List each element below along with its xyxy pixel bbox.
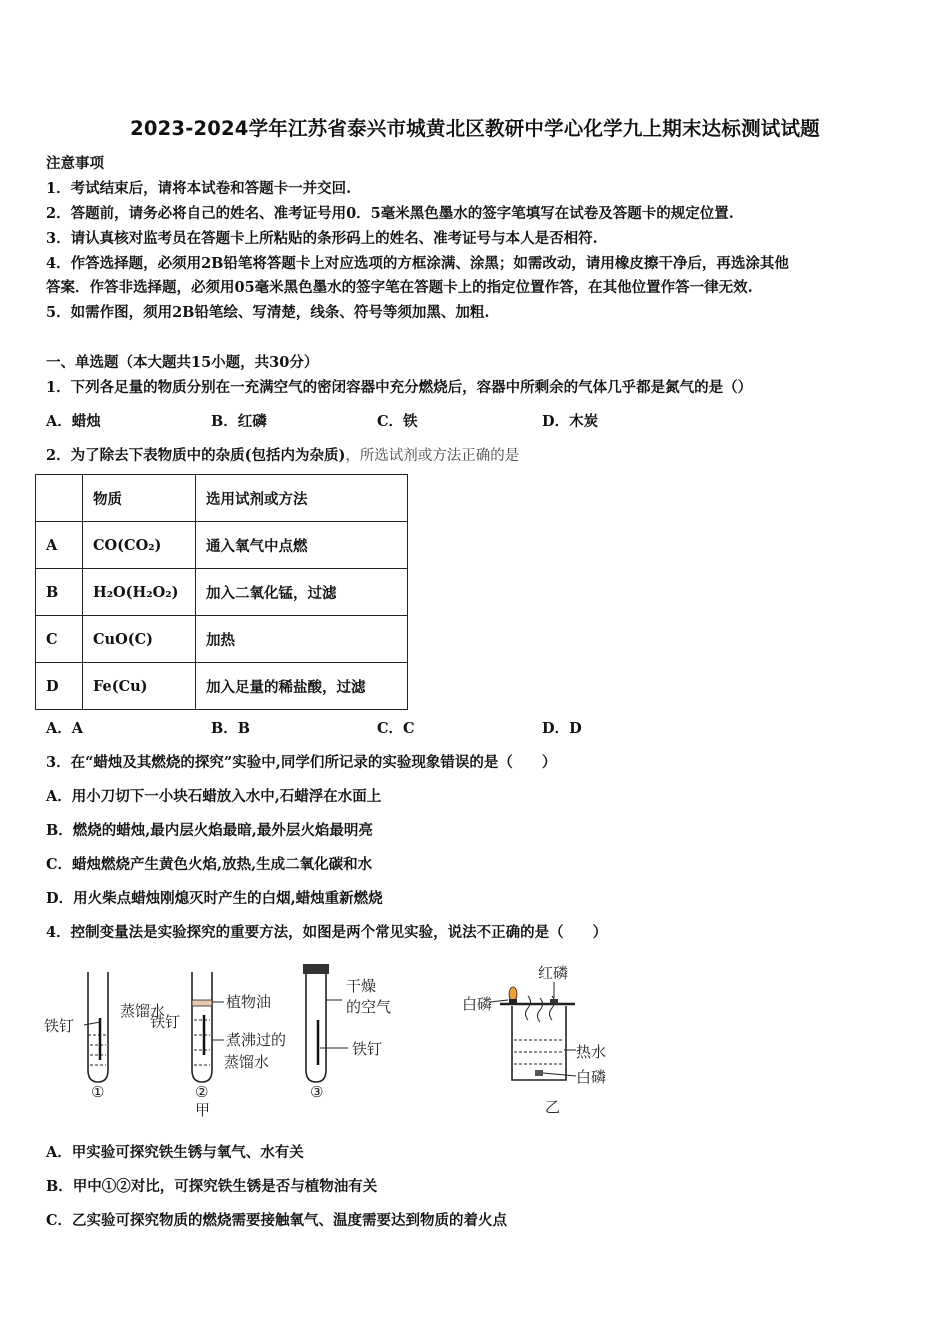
group-label-yi: 乙 <box>545 1098 561 1116</box>
q4-experiment-figure <box>40 960 620 1120</box>
q4-stem: 4．控制变量法是实验探究的重要方法，如图是两个常见实验，说法不正确的是（ ） <box>46 924 608 941</box>
notice-item: 4．作答选择题，必须用2B铅笔将答题卡上对应选项的方框涂满、涂黑；如需改动，请用橡皮擦干净后，再选涂其他 <box>46 255 789 272</box>
notice-item: 答案．作答非选择题，必须用05毫米黑色墨水的签字笔在答题卡上的指定位置作答，在其他位置作答一律无效. <box>46 279 753 296</box>
q2-option-a: A．A <box>46 720 84 737</box>
table-cell: 加入足量的稀盐酸，过滤 <box>196 663 408 710</box>
q2-table <box>35 474 408 710</box>
tube2-oil-label: 植物油 <box>226 993 272 1011</box>
notice-item: 1．考试结束后，请将本试卷和答题卡一并交回. <box>46 180 352 197</box>
q4-option-a: A．甲实验可探究铁生锈与氧气、水有关 <box>46 1144 304 1161</box>
notice-item: 3．请认真核对监考员在答题卡上所粘贴的条形码上的姓名、准考证号与本人是否相符. <box>46 230 598 247</box>
q1-option-d: D．木炭 <box>542 413 599 430</box>
oil-layer <box>192 1000 212 1006</box>
table-cell: D <box>36 663 83 710</box>
tube1-nail-label: 铁钉 <box>44 1017 75 1035</box>
white-phosphorus <box>535 1070 543 1076</box>
tube2-water-label-1: 煮沸过的 <box>226 1031 287 1049</box>
table-cell <box>36 475 83 522</box>
red-phosphorus <box>550 999 558 1004</box>
table-cell: 物质 <box>83 475 196 522</box>
q3-stem: 3．在“蜡烛及其燃烧的探究”实验中,同学们所记录的实验现象错误的是（ ） <box>46 754 557 771</box>
notice-heading: 注意事项 <box>46 155 104 172</box>
q1-option-a: A．蜡烛 <box>46 413 101 430</box>
test-tube-2 <box>192 972 224 1082</box>
stopper <box>303 964 329 974</box>
q2-stem <box>46 444 519 465</box>
q3-option-a: A．用小刀切下一小块石蜡放入水中,石蜡浮在水面上 <box>46 788 382 805</box>
red-phosphorus-label: 红磷 <box>538 964 569 982</box>
test-tube-3 <box>303 964 348 1082</box>
flame-icon <box>509 987 517 1001</box>
table-row <box>36 522 408 569</box>
tube1-number: ① <box>91 1083 105 1101</box>
table-row <box>36 569 408 616</box>
table-row <box>36 616 408 663</box>
tube3-number: ③ <box>310 1083 324 1101</box>
notice-item: 2．答题前，请务必将自己的姓名、准考证号用0．5毫米黑色墨水的签字笔填写在试卷及答题卡的规定位置. <box>46 205 734 222</box>
q3-option-c: C．蜡烛燃烧产生黄色火焰,放热,生成二氧化碳和水 <box>46 856 373 873</box>
q2-option-b: B．B <box>211 720 251 737</box>
white-phosphorus-bottom-label: 白磷 <box>576 1068 607 1086</box>
test-tube-1 <box>84 972 108 1082</box>
tube3-air-label-2: 的空气 <box>346 998 392 1016</box>
page-title: 2023-2024学年江苏省泰兴市城黄北区教研中学心化学九上期末达标测试试题 <box>130 117 820 140</box>
q2-option-c: C．C <box>377 720 415 737</box>
tube2-nail-label: 铁钉 <box>150 1013 181 1031</box>
q4-option-b: B．甲中①②对比，可探究铁生锈是否与植物油有关 <box>46 1178 378 1195</box>
q3-option-d: D．用火柴点蜡烛刚熄灭时产生的白烟,蜡烛重新燃烧 <box>46 890 383 907</box>
table-row <box>36 663 408 710</box>
q2-stem-rest: ，所选试剂或方法正确的是 <box>345 448 520 464</box>
tube2-number: ② <box>195 1083 209 1101</box>
beaker-apparatus <box>490 982 576 1080</box>
table-cell: CO(CO₂) <box>83 522 196 569</box>
q1-stem: 1．下列各足量的物质分别在一充满空气的密闭容器中充分燃烧后，容器中所剩余的气体几乎都是氮气的是（） <box>46 379 753 396</box>
table-cell: A <box>36 522 83 569</box>
table-cell: 加热 <box>196 616 408 663</box>
table-cell: C <box>36 616 83 663</box>
tube3-nail-label: 铁钉 <box>352 1040 383 1058</box>
table-cell: B <box>36 569 83 616</box>
table-cell: CuO(C) <box>83 616 196 663</box>
section-heading: 一、单选题（本大题共15小题，共30分） <box>46 354 319 371</box>
table-cell: 通入氧气中点燃 <box>196 522 408 569</box>
notice-item: 5．如需作图，须用2B铅笔绘、写清楚，线条、符号等须加黑、加粗. <box>46 304 490 321</box>
table-cell: 选用试剂或方法 <box>196 475 408 522</box>
tube1-liquid-label: 蒸馏水 <box>120 1002 166 1020</box>
hot-water-label: 热水 <box>576 1043 607 1061</box>
q2-option-d: D．D <box>542 720 582 737</box>
q1-option-c: C．铁 <box>377 413 418 430</box>
table-cell: Fe(Cu) <box>83 663 196 710</box>
q4-option-c: C．乙实验可探究物质的燃烧需要接触氧气、温度需要达到物质的着火点 <box>46 1212 508 1229</box>
q1-option-b: B．红磷 <box>211 413 267 430</box>
table-header-row <box>36 475 408 522</box>
white-phosphorus-top-label: 白磷 <box>462 995 493 1013</box>
tube2-water-label-2: 蒸馏水 <box>224 1053 270 1071</box>
q3-option-b: B．燃烧的蜡烛,最内层火焰最暗,最外层火焰最明亮 <box>46 822 373 839</box>
table-cell: 加入二氧化锰，过滤 <box>196 569 408 616</box>
table-cell: H₂O(H₂O₂) <box>83 569 196 616</box>
tube3-air-label-1: 干燥 <box>346 977 377 995</box>
group-label-jia: 甲 <box>195 1101 211 1119</box>
q2-stem-bold: 2．为了除去下表物质中的杂质(包括内为杂质) <box>46 447 346 464</box>
